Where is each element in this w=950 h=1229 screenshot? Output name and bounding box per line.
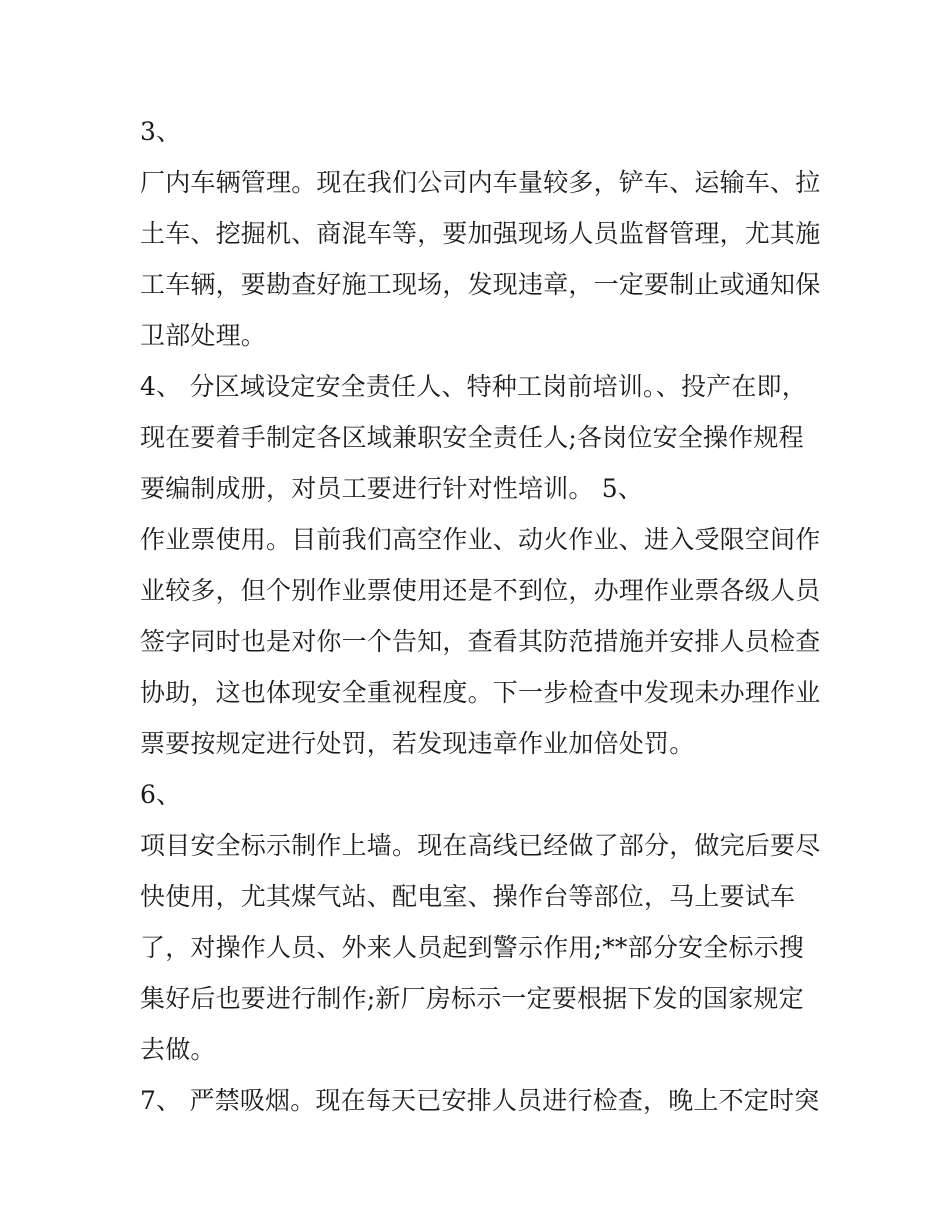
text-line: 协助，这也体现安全重视程度。下一步检查中发现未办理作业 — [140, 678, 821, 707]
text-line: 土车、挖掘机、商混车等，要加强现场人员监督管理，尤其施 — [140, 219, 821, 248]
text-line: 票要按规定进行处罚，若发现违章作业加倍处罚。 — [140, 729, 695, 758]
text-line: 作业票使用。目前我们高空作业、动火作业、进入受限空间作 — [140, 525, 821, 554]
text-line: 4、 分区域设定安全责任人、特种工岗前培训。、投产在即， — [140, 372, 807, 401]
text-line: 快使用，尤其煤气站、配电室、操作台等部位，马上要试车 — [140, 882, 796, 911]
text-line: 3、 — [140, 117, 182, 146]
text-line: 业较多，但个别作业票使用还是不到位，办理作业票各级人员 — [140, 576, 821, 605]
text-line: 签字同时也是对你一个告知，查看其防范措施并安排人员检查 — [140, 627, 821, 656]
text-line: 了，对操作人员、外来人员起到警示作用;**部分安全标示搜 — [140, 933, 805, 962]
text-line: 6、 — [140, 780, 182, 809]
text-line: 集好后也要进行制作;新厂房标示一定要根据下发的国家规定 — [140, 984, 804, 1013]
text-line: 厂内车辆管理。现在我们公司内车量较多，铲车、运输车、拉 — [140, 168, 821, 197]
document-body — [140, 106, 820, 1126]
text-line: 去做。 — [140, 1035, 216, 1064]
text-line: 卫部处理。 — [140, 321, 267, 350]
text-line: 要编制成册，对员工要进行针对性培训。 5、 — [140, 474, 644, 503]
text-line: 项目安全标示制作上墙。现在高线已经做了部分，做完后要尽 — [140, 831, 821, 860]
text-line: 工车辆，要勘查好施工现场，发现违章，一定要制止或通知保 — [140, 270, 821, 299]
text-line: 7、 严禁吸烟。现在每天已安排人员进行检查，晚上不定时突 — [140, 1086, 820, 1115]
text-line: 现在要着手制定各区域兼职安全责任人;各岗位安全操作规程 — [140, 423, 804, 452]
